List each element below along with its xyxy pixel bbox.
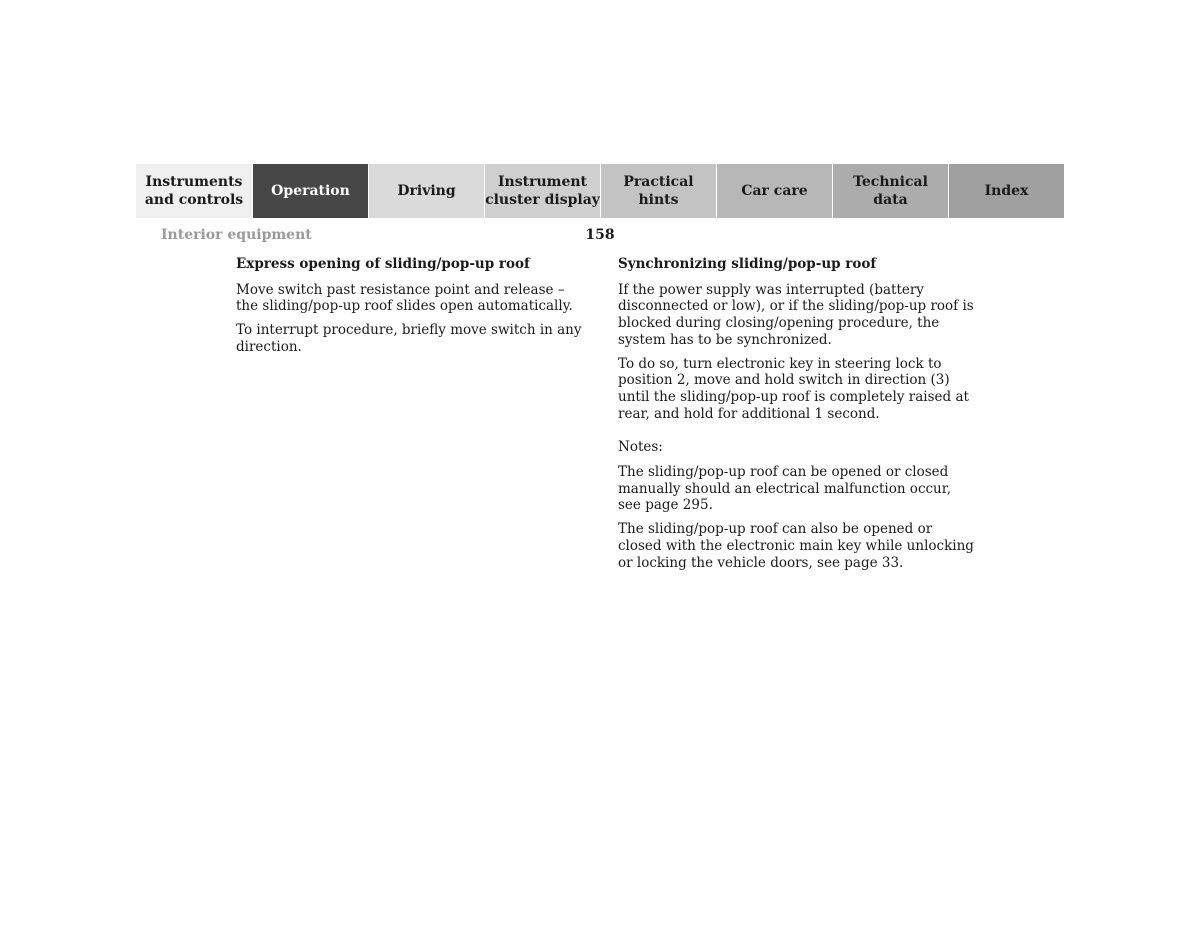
tab-index[interactable]: Index (948, 164, 1064, 218)
section-tab-bar (136, 164, 1064, 218)
page-number: 158 (585, 227, 615, 243)
right-column (618, 256, 978, 578)
tab-technical-data[interactable]: Technical data (832, 164, 948, 218)
tab-car-care[interactable]: Car care (716, 164, 832, 218)
tab-driving[interactable]: Driving (368, 164, 484, 218)
left-heading: Express opening of sliding/pop-up roof (236, 256, 530, 272)
right-paragraph: If the power supply was interrupted (battery disconnected or low), or if the sliding/pop-up roof is blocked during closing/opening procedure, the system has to be synchronized. (618, 281, 974, 348)
left-paragraph: Move switch past resistance point and release – the sliding/pop-up roof slides open automatically. (236, 281, 573, 315)
section-title: Interior equipment (161, 227, 312, 243)
note-paragraph: The sliding/pop-up roof can also be opened or closed with the electronic main key while unlocking or locking the vehicle doors, see page 33. (618, 521, 974, 571)
left-column (236, 256, 586, 363)
tab-instrument-cluster-display[interactable]: Instrument cluster display (484, 164, 600, 218)
right-paragraph: To do so, turn electronic key in steering lock to position 2, move and hold switch in direction (3) until the sliding/pop-up roof is completely raised at rear, and hold for additional 1 second. (618, 355, 969, 422)
tab-operation[interactable]: Operation (252, 164, 368, 218)
note-paragraph: The sliding/pop-up roof can be opened or closed manually should an electrical malfunction occur, see page 295. (618, 464, 952, 514)
tab-practical-hints[interactable]: Practical hints (600, 164, 716, 218)
tab-instruments-and-controls[interactable]: Instruments and controls (136, 164, 252, 218)
left-paragraph: To interrupt procedure, briefly move switch in any direction. (236, 322, 582, 355)
right-heading: Synchronizing sliding/pop-up roof (618, 256, 877, 272)
notes-label: Notes: (618, 439, 663, 456)
